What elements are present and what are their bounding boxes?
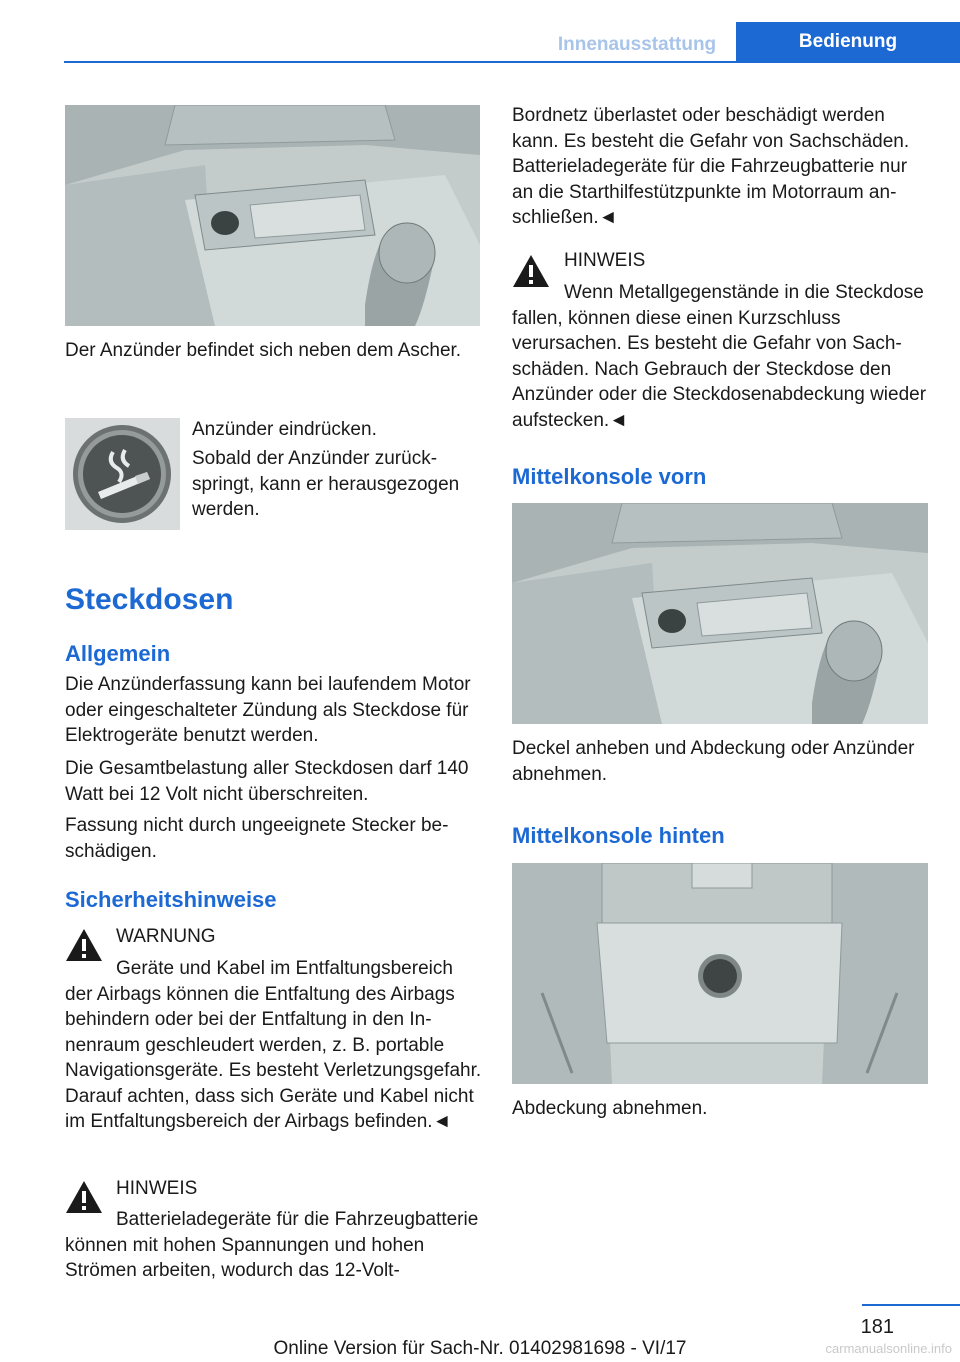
heading-front-console: Mittelkonsole vorn [512, 464, 707, 489]
lighter-release-text: Sobald der Anzünder zurückspringt, kann er herausgezogen werden. [192, 448, 460, 520]
general-paragraph-2: Die Gesamtbelastung aller Steckdosen darf 140 Watt bei 12 Volt nicht überschreiten. [65, 758, 469, 805]
heading-sockets: Steckdosen [65, 583, 234, 616]
general-paragraph-3: Fassung nicht durch ungeeignete Stecker beschädigen. [65, 815, 449, 862]
notice2-text [512, 280, 932, 433]
notice2-label: HINWEIS [564, 250, 646, 271]
heading-safety: Sicherheitshinweise [65, 887, 277, 912]
lighter-press-text: Anzünder eindrücken. [192, 419, 377, 440]
warning-label: WARNUNG [116, 926, 216, 947]
warning-text [65, 956, 485, 1135]
header-rule [64, 61, 960, 63]
caption-lighter-location: Der Anzünder befindet sich neben dem Ascher. [65, 340, 462, 361]
notice1-text-body: Batterieladegeräte für die Fahrzeugbatterie können mit hohen Spannungen und hohen Strömen arbeiten, wodurch das 12-Volt- [65, 1209, 479, 1281]
caption-front-console: Deckel anheben und Abdeckung oder Anzünder abnehmen. [512, 738, 915, 785]
footer-rule [862, 1304, 960, 1306]
notice1-continuation: Bordnetz überlastet oder beschädigt werden kann. Es besteht die Gefahr von Sachschäden. Batterieladegeräte für die Fahrzeugbatterie nur an die Starthilfestützpunkte im Motorraum anschließen.◄ [512, 105, 910, 228]
heading-rear-console: Mittelkonsole hinten [512, 823, 725, 848]
caption-rear-console: Abdeckung abnehmen. [512, 1098, 708, 1119]
header-chapter-tab: Bedienung [736, 22, 960, 61]
rear-console-photo [512, 863, 928, 1084]
watermark: carmanualsonline.info [825, 1341, 952, 1356]
center-console-photo [65, 105, 480, 326]
notice2-text-body: Wenn Metallgegenstände in die Steckdose fallen, können diese einen Kurzschluss verursachen. Es besteht die Gefahr von Sachschäden. Nach Gebrauch der Steckdose den Anzünder oder die Steckdosenabdeckung wieder aufstecken.◄ [512, 282, 927, 431]
front-console-photo [512, 503, 928, 724]
notice1-label: HINWEIS [116, 1178, 198, 1199]
general-paragraph-1: Die Anzünderfassung kann bei laufendem Motor oder eingeschalteter Zündung als Steckdose für Elektrogeräte benutzt werden. [65, 674, 471, 746]
page-number: 181 [860, 1316, 894, 1338]
notice1-text [65, 1207, 485, 1284]
online-version-note: Online Version für Sach-Nr. 01402981698 - VI/17 [273, 1338, 687, 1359]
header-section-tab: Innenausstattung [557, 33, 717, 55]
lighter-photo [65, 418, 180, 530]
warning-text-body: Geräte und Kabel im Entfaltungsbereich der Airbags können die Entfaltung des Airbags behindern oder bei der Entfaltung in den Innenraum geschleudert werden, z. B. portable Navigationsgeräte. Es besteht Verletzungsgefahr. Darauf achten, dass sich Geräte und Kabel nicht im Entfaltungsbereich der Airbags befinden.◄ [65, 958, 482, 1132]
heading-general: Allgemein [65, 641, 171, 666]
